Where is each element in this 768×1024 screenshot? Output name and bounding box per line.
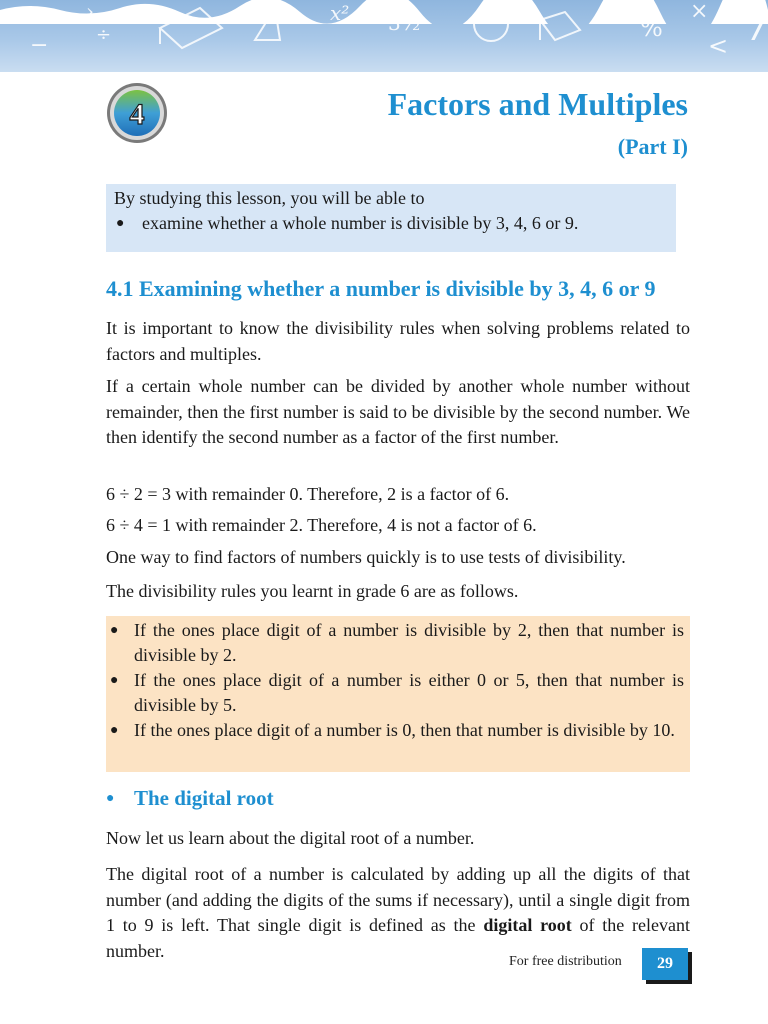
paragraph-tests-of-divisibility: One way to find factors of numbers quickly is to use tests of divisibility. (106, 547, 626, 567)
arrow-symbol: › (86, 0, 94, 23)
paragraph-divisibility-definition: If a certain whole number can be divided by another whole number without remainder, then the first number is said to be divisible by the second number. We then identify the second number as a factor of the first number. (106, 376, 690, 447)
bullet-icon: ● (110, 623, 119, 638)
x-squared-symbol: x² (330, 1, 350, 25)
rule-item (106, 668, 684, 718)
minus-symbol: − (30, 33, 49, 58)
rule-text: If the ones place digit of a number is either 0 or 5, then that number is divisible by 5. (134, 670, 684, 715)
page-number: 29 (642, 948, 688, 980)
digital-root-definition (106, 862, 690, 964)
bullet-icon: ● (110, 723, 119, 738)
decorative-math-banner (0, 0, 768, 72)
bullet-icon: ● (116, 216, 125, 231)
definition-term: digital root (483, 915, 572, 935)
times-symbol: × (690, 0, 709, 24)
bullet-icon: ● (110, 673, 119, 688)
definition-text-start: The digital root of a number is calculated by adding up all the digits of that number (and adding the digits of the sums if necessary), until a single digit from 1 to 9 is left. That single digit is defined as the (106, 864, 690, 935)
example-not-factor: 6 ÷ 4 = 1 with remainder 2. Therefore, 4 is not a factor of 6. (106, 515, 537, 535)
digital-root-heading (106, 786, 274, 811)
divisibility-rules-box (106, 616, 690, 772)
rule-text: If the ones place digit of a number is divisible by 2, then that number is divisible by 2. (134, 620, 684, 665)
paragraph-importance: It is important to know the divisibility rules when solving problems related to factors and multiples. (106, 318, 690, 364)
objectives-intro: By studying this lesson, you will be able to (114, 188, 425, 208)
definition-text-end: of the relevant number. (106, 915, 690, 961)
divide-symbol: ÷ (96, 24, 112, 45)
percent-symbol: % (640, 14, 663, 42)
chapter-number: 4 (129, 98, 145, 131)
chapter-number-badge (106, 82, 168, 144)
rule-text: If the ones place digit of a number is 0, then that number is divisible by 10. (134, 720, 675, 740)
digital-root-intro: Now let us learn about the digital root of a number. (106, 828, 475, 848)
free-distribution-note: For free distribution (509, 954, 622, 969)
chapter-title: Factors and Multiples (387, 86, 688, 122)
bullet-icon: ● (106, 790, 115, 806)
example-factor: 6 ÷ 2 = 3 with remainder 0. Therefore, 2 is a factor of 6. (106, 484, 510, 504)
torn-paper-edge (0, 0, 768, 24)
digital-root-heading-text: The digital root (134, 786, 274, 810)
rule-item (106, 718, 684, 743)
chapter-subtitle: (Part I) (617, 134, 688, 159)
objective-text: examine whether a whole number is divisible by 3, 4, 6 or 9. (142, 213, 579, 233)
rule-item (106, 618, 684, 668)
learning-objectives-box (106, 184, 676, 252)
objective-item (114, 211, 670, 236)
less-than-symbol: < (708, 32, 729, 60)
section-heading: 4.1 Examining whether a number is divisible by 3, 4, 6 or 9 (106, 276, 656, 301)
paragraph-grade6-rules: The divisibility rules you learnt in grade 6 are as follows. (106, 581, 519, 601)
seven-symbol: 7 (744, 9, 768, 49)
